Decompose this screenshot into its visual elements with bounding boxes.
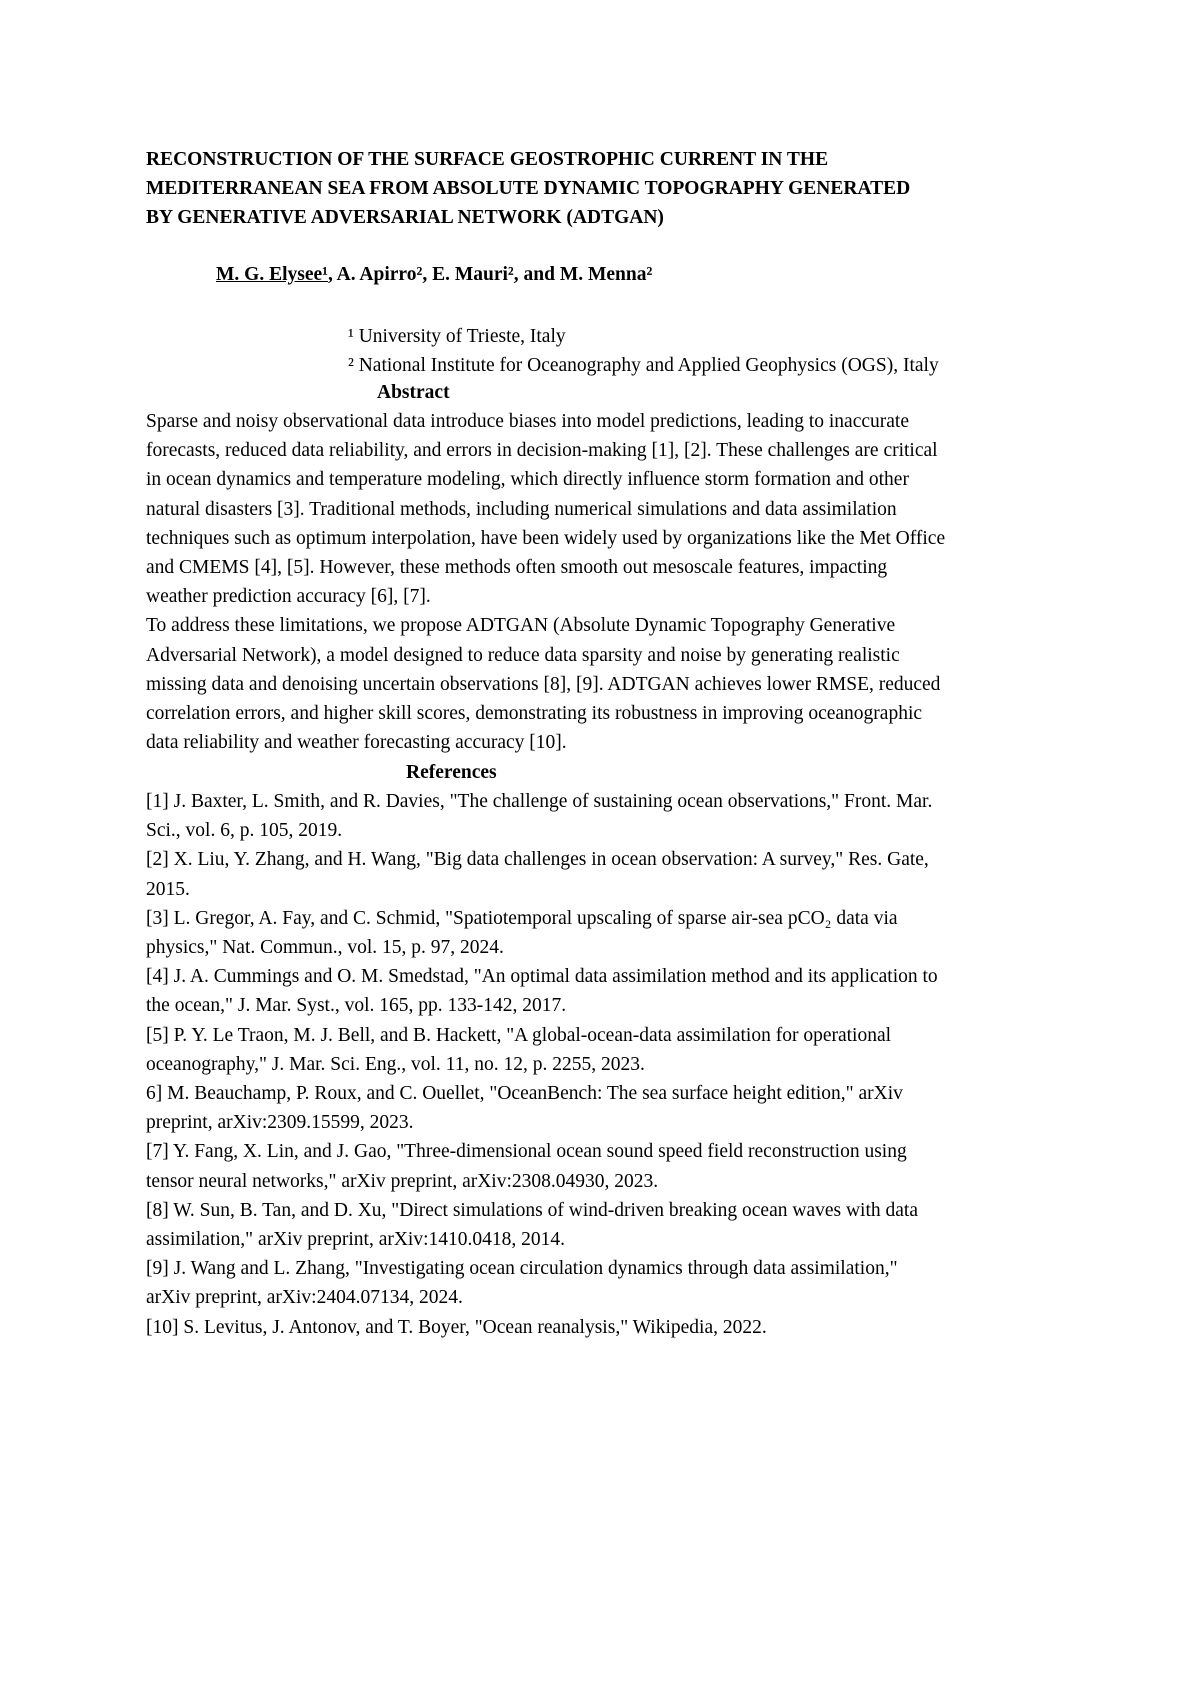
abstract-line: missing data and denoising uncertain observations [8], [9]. ADTGAN achieves lower RMSE, reduced xyxy=(146,673,941,695)
reference-line: physics," Nat. Commun., vol. 15, p. 97, 2024. xyxy=(146,937,504,959)
abstract-body xyxy=(146,407,1066,757)
reference-line: assimilation," arXiv preprint, arXiv:1410.0418, 2014. xyxy=(146,1229,566,1251)
co-authors: , A. Apirro², E. Mauri², and M. Menna² xyxy=(328,264,653,285)
references-heading: References xyxy=(406,762,497,783)
reference-line: preprint, arXiv:2309.15599, 2023. xyxy=(146,1112,414,1134)
abstract-line: correlation errors, and higher skill scores, demonstrating its robustness in improving oceanographic xyxy=(146,703,923,725)
reference-line: [2] X. Liu, Y. Zhang, and H. Wang, "Big data challenges in ocean observation: A survey," Res. Gate, xyxy=(146,849,929,871)
reference-line: arXiv preprint, arXiv:2404.07134, 2024. xyxy=(146,1287,463,1309)
reference-line: [4] J. A. Cummings and O. M. Smedstad, "An optimal data assimilation method and its application to xyxy=(146,966,938,988)
paper-title xyxy=(146,145,1066,232)
reference-list xyxy=(146,787,1066,1342)
title-line: MEDITERRANEAN SEA FROM ABSOLUTE DYNAMIC TOPOGRAPHY GENERATED xyxy=(146,178,911,199)
reference-line: 6] M. Beauchamp, P. Roux, and C. Ouellet, "OceanBench: The sea surface height edition," arXiv xyxy=(146,1083,903,1105)
reference-line: 2015. xyxy=(146,878,190,900)
author-list xyxy=(216,262,652,288)
reference-line: [8] W. Sun, B. Tan, and D. Xu, "Direct simulations of wind-driven breaking ocean waves with data xyxy=(146,1199,918,1221)
reference-line: [5] P. Y. Le Traon, M. J. Bell, and B. Hackett, "A global-ocean-data assimilation for operational xyxy=(146,1024,892,1046)
title-line: RECONSTRUCTION OF THE SURFACE GEOSTROPHIC CURRENT IN THE xyxy=(146,149,829,170)
reference-line: the ocean," J. Mar. Syst., vol. 165, pp. 133-142, 2017. xyxy=(146,995,567,1017)
abstract-line: weather prediction accuracy [6], [7]. xyxy=(146,586,431,608)
abstract-line: Sparse and noisy observational data introduce biases into model predictions, leading to inaccurate xyxy=(146,411,909,432)
abstract-line: To address these limitations, we propose ADTGAN (Absolute Dynamic Topography Generative xyxy=(146,615,896,637)
abstract-line: in ocean dynamics and temperature modeling, which directly influence storm formation and other xyxy=(146,469,909,491)
affiliation: ¹ University of Trieste, Italy xyxy=(348,326,566,347)
abstract-heading: Abstract xyxy=(377,382,450,403)
affiliation: ² National Institute for Oceanography and Applied Geophysics (OGS), Italy xyxy=(348,355,939,376)
reference-line: [9] J. Wang and L. Zhang, "Investigating ocean circulation dynamics through data assimilation," xyxy=(146,1258,898,1280)
abstract-line: Adversarial Network), a model designed to reduce data sparsity and noise by generating realistic xyxy=(146,644,900,666)
presenting-author: M. G. Elysee¹ xyxy=(216,264,328,285)
abstract-line: natural disasters [3]. Traditional methods, including numerical simulations and data assimilation xyxy=(146,498,897,520)
reference-line: [3] L. Gregor, A. Fay, and C. Schmid, "Spatiotemporal upscaling of sparse air-sea pCO₂ data via xyxy=(146,907,898,929)
title-line: BY GENERATIVE ADVERSARIAL NETWORK (ADTGAN) xyxy=(146,207,664,228)
abstract-line: techniques such as optimum interpolation, have been widely used by organizations like the Met Office xyxy=(146,527,946,549)
abstract-line: forecasts, reduced data reliability, and errors in decision-making [1], [2]. These challenges are critical xyxy=(146,440,938,462)
abstract-line: and CMEMS [4], [5]. However, these methods often smooth out mesoscale features, impacting xyxy=(146,557,888,579)
abstract-line: data reliability and weather forecasting accuracy [10]. xyxy=(146,732,567,754)
reference-line: [1] J. Baxter, L. Smith, and R. Davies, "The challenge of sustaining ocean observations," Front. Mar. xyxy=(146,791,933,812)
reference-line: oceanography," J. Mar. Sci. Eng., vol. 11, no. 12, p. 2255, 2023. xyxy=(146,1053,645,1075)
reference-line: tensor neural networks," arXiv preprint, arXiv:2308.04930, 2023. xyxy=(146,1170,659,1192)
reference-line: Sci., vol. 6, p. 105, 2019. xyxy=(146,820,343,842)
affiliation-list xyxy=(348,322,939,380)
reference-line: [10] S. Levitus, J. Antonov, and T. Boyer, "Ocean reanalysis," Wikipedia, 2022. xyxy=(146,1316,767,1338)
reference-line: [7] Y. Fang, X. Lin, and J. Gao, "Three-dimensional ocean sound speed field reconstruction using xyxy=(146,1141,907,1163)
